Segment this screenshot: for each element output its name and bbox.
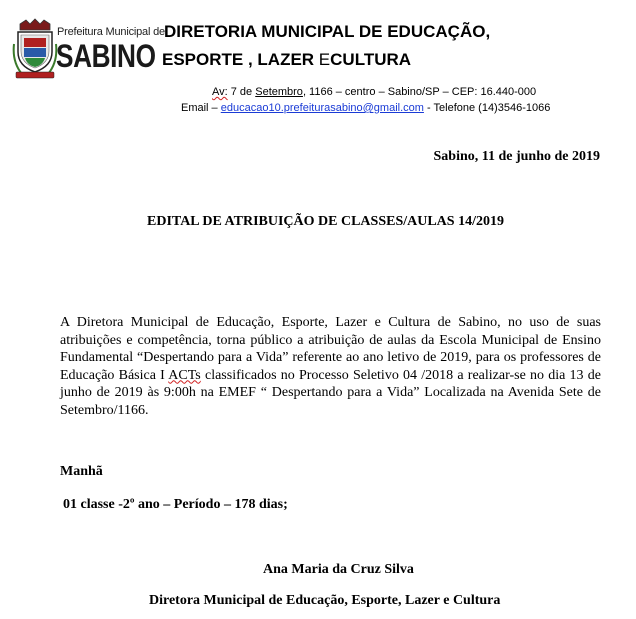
address-num: 7 de [227, 86, 256, 98]
signatory-role: Diretora Municipal de Educação, Esporte, Lazer e Cultura [149, 593, 501, 608]
department-title-line2 [162, 50, 411, 70]
address-line [212, 86, 536, 98]
signatory-name: Ana Maria da Cruz Silva [263, 562, 414, 577]
title-part-a: ESPORTE , LAZER [162, 50, 319, 69]
body-paragraph [60, 314, 601, 419]
municipal-logo [12, 18, 165, 80]
body-part1: A Diretora Municipal de Educação, Esporte, Lazer e Cultura de Sabino, no uso de suas atribuições e competência, torna público a atribuição de aulas da Escola Municipal de Ensino Fundamental “Despertando para a Vida” referente ao ano letivo de 2019, para os professores de Educação Básica I [60, 315, 601, 383]
document-date: Sabino, 11 de junho de 2019 [433, 149, 600, 164]
address-rest: , 1166 – centro – Sabino/SP – CEP: 16.440-000 [302, 86, 537, 98]
title-part-b: E [318, 50, 331, 69]
body-part2: classificados no Processo Seletivo 04 /2018 a realizar-se no dia 13 de junho de 2019 às 9:00h na EMEF “ Despertando para a Vida” Localizada na Avenida Sete de Setembro/1166. [60, 367, 601, 418]
address-street: Setembro [255, 86, 303, 98]
class-line: 01 classe -2º ano – Período – 178 dias; [63, 497, 288, 512]
address-av: Av: [212, 86, 228, 98]
phone-text: - Telefone (14)3546-1066 [423, 102, 551, 114]
title-part-c: CULTURA [330, 50, 412, 69]
body-acts: ACTs [168, 367, 201, 383]
department-title-line1: DIRETORIA MUNICIPAL DE EDUCAÇÃO, [164, 22, 491, 41]
edital-title: EDITAL DE ATRIBUIÇÃO DE CLASSES/AULAS 14/2019 [147, 214, 504, 229]
shift-label: Manhã [60, 464, 103, 479]
coat-of-arms-icon [12, 18, 58, 80]
email-link[interactable]: educacao10.prefeiturasabino@gmail.com [220, 102, 424, 114]
contact-line [181, 102, 550, 114]
logo-prefix-text: Prefeitura Municipal de [57, 26, 165, 38]
email-label: Email – [181, 102, 221, 114]
logo-city-name: SABINO [56, 38, 156, 74]
